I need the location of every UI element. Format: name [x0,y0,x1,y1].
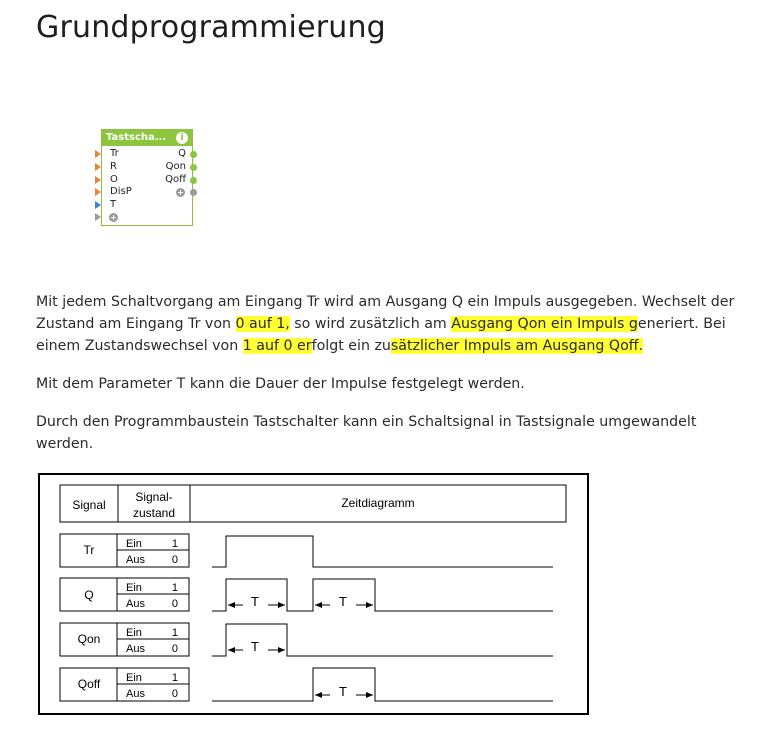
output-qoff-label: Qoff [165,174,186,185]
waveform-qon [212,624,553,656]
input-tr-label: Tr [110,148,119,159]
header-state-line1: Signal- [135,490,173,504]
input-disp-label: DisP [110,186,132,197]
output-pin-q[interactable] [190,151,197,158]
function-block-tastschalter[interactable] [101,129,193,226]
signal-tr: Tr [83,543,95,557]
state-on-qoff: Ein [126,672,142,684]
waveform-qoff [212,668,553,701]
text-segment: so wird zusätzlich am [289,316,452,332]
page-title: Grundprogrammierung [36,10,386,45]
input-r-label: R [110,161,117,172]
pulse-label-qoff: T [339,684,347,699]
text-segment: folgt ein zu [311,338,391,354]
text-segment: eneriert. Bei einem Zustandswechsel von [36,316,726,354]
function-block-title: Tastscha... [106,132,167,143]
state-off-qon: Aus [126,643,145,655]
timing-diagram [38,473,589,715]
val-on-qon: 1 [171,627,178,639]
input-pin-disp[interactable] [95,188,101,196]
val-on-tr: 1 [171,538,178,550]
add-input-icon[interactable]: + [110,213,117,222]
val-on-qoff: 1 [171,672,178,684]
state-on-q: Ein [126,582,142,594]
paragraph-description [36,291,748,357]
highlight-1-auf-0: 1 auf 0 er [242,338,312,354]
pulse-label-q2: T [339,594,347,609]
highlight-0-auf-1: 0 auf 1, [235,316,290,332]
add-output-icon[interactable]: + [177,188,184,197]
waveform-q [212,579,553,611]
pulse-label-q1: T [251,594,259,609]
paragraph-parameter-t: Mit dem Parameter T kann die Dauer der Impulse festgelegt werden. [36,376,525,392]
highlight-ausgang-qon: Ausgang Qon ein Impuls g [451,316,638,332]
pulse-label-qon: T [251,639,259,654]
header-state-line2: zustand [132,506,176,520]
val-off-qon: 0 [171,643,178,655]
waveform-tr [212,536,553,567]
input-pin-t[interactable] [95,201,101,209]
state-on-tr: Ein [126,538,142,550]
text-segment: Mit jedem Schaltvorgang am Eingang Tr wird am Ausgang Q ein Impuls ausgegeben. Wechselt der Zustand am Eingang Tr von [36,294,735,332]
input-pin-tr[interactable] [95,150,101,158]
signal-qoff: Qoff [77,677,101,691]
input-pin-r[interactable] [95,163,101,171]
state-off-q: Aus [126,598,145,610]
function-block-header [102,130,192,146]
header-signal: Signal [72,498,106,512]
output-pin-qoff[interactable] [190,177,197,184]
state-off-qoff: Aus [126,688,145,700]
input-o-label: O [110,174,118,185]
val-off-qoff: 0 [171,688,178,700]
signal-q: Q [84,588,94,602]
header-timing: Zeitdiagramm [341,496,415,510]
info-icon[interactable]: i [176,132,188,144]
val-off-q: 0 [171,598,178,610]
val-off-tr: 0 [171,554,178,566]
state-off-tr: Aus [126,554,145,566]
input-t-label: T [110,199,117,210]
input-pin-extra[interactable] [95,213,101,221]
state-on-qon: Ein [126,627,142,639]
output-qon-label: Qon [165,161,186,172]
signal-qon: Qon [77,632,101,646]
output-pin-qon[interactable] [190,164,197,171]
output-q-label: Q [178,148,186,159]
output-pin-extra[interactable] [190,189,197,196]
input-pin-o[interactable] [95,176,101,184]
paragraph-tastschalter: Durch den Programmbaustein Tastschalter kann ein Schaltsignal in Tastsignale umgewandelt werden. [36,414,697,452]
highlight-ausgang-qoff: sätzlicher Impuls am Ausgang Qoff. [390,338,644,354]
val-on-q: 1 [171,582,178,594]
